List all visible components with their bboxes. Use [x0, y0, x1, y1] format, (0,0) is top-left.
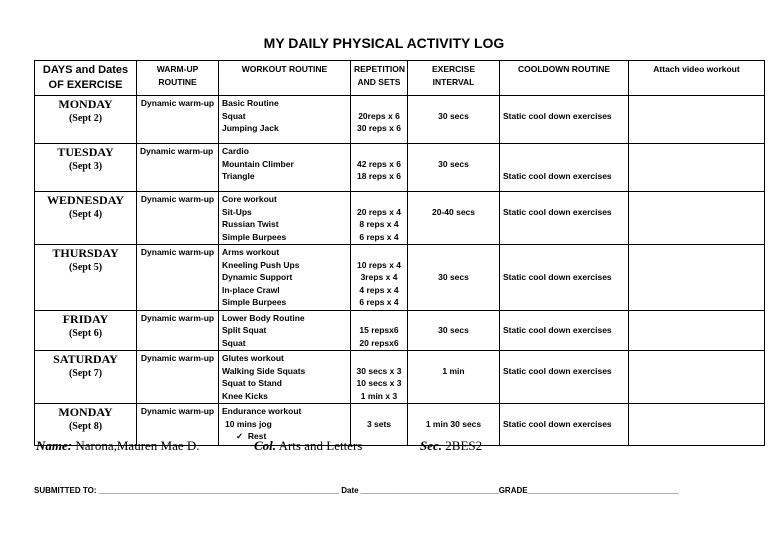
header-interval: EXERCISE INTERVAL	[408, 61, 500, 96]
day-name: FRIDAY	[62, 311, 109, 326]
cooldown-cell	[500, 404, 629, 446]
student-name	[36, 438, 200, 454]
workout-line: Kneeling Push Ups	[222, 259, 300, 270]
reps-cell	[351, 144, 408, 192]
video-cell[interactable]	[629, 404, 765, 446]
workout-line: Core workout	[222, 194, 277, 204]
student-college	[254, 438, 362, 454]
day-date: (Sept 7)	[68, 368, 103, 379]
header-warmup: WARM-UP ROUTINE	[137, 61, 219, 96]
day-date: (Sept 8)	[68, 421, 103, 432]
cooldown-value: Static cool down exercises	[503, 110, 612, 121]
day-cell	[35, 144, 137, 192]
day-cell	[35, 310, 137, 351]
reps-line: 6 reps x 4	[359, 231, 399, 242]
reps-cell	[351, 96, 408, 144]
video-cell[interactable]	[629, 144, 765, 192]
workout-line: Arms workout	[222, 247, 280, 257]
video-cell[interactable]	[629, 245, 765, 311]
cooldown-cell	[500, 310, 629, 351]
table-row	[35, 245, 765, 311]
day-name: SATURDAY	[53, 352, 118, 366]
day-cell	[35, 192, 137, 245]
reps-line: 20 reps x 4	[357, 206, 401, 217]
reps-line: 10 secs x 3	[356, 378, 402, 388]
cooldown-cell	[500, 245, 629, 311]
page-title: MY DAILY PHYSICAL ACTIVITY LOG	[263, 35, 505, 51]
section-label: Sec.	[420, 438, 443, 453]
workout-line: Cardio	[222, 146, 249, 156]
workout-line: Mountain Climber	[222, 158, 294, 169]
interval-value: 1 min 30 secs	[425, 418, 482, 429]
workout-line: Lower Body Routine	[222, 312, 305, 323]
interval-cell	[408, 144, 500, 192]
college-value: Arts and Letters	[278, 438, 363, 453]
cooldown-cell	[500, 96, 629, 144]
day-date: (Sept 3)	[68, 161, 103, 172]
reps-line: 15 repsx6	[359, 325, 399, 335]
checkmark-icon: ✓	[236, 431, 244, 441]
day-name: MONDAY	[58, 97, 113, 111]
video-cell[interactable]	[629, 310, 765, 351]
workout-line: Knee Kicks	[222, 390, 268, 401]
workout-line: Split Squat	[222, 325, 267, 335]
reps-line: 42 reps x 6	[357, 158, 401, 169]
reps-cell	[351, 351, 408, 404]
interval-value: 30 secs	[438, 158, 469, 169]
workout-line: 10 mins jog	[225, 418, 272, 429]
section-value: 2BES2	[445, 438, 483, 453]
workout-line: Jumping Jack	[222, 123, 279, 133]
header-video: Attach video workout	[629, 61, 765, 96]
cooldown-value: Static cool down exercises	[503, 365, 612, 376]
interval-value: 30 secs	[438, 325, 469, 335]
warmup-cell: Dynamic warm-up	[137, 351, 219, 404]
interval-cell	[408, 310, 500, 351]
reps-line: 6 reps x 4	[359, 297, 399, 307]
workout-line: Simple Burpees	[222, 231, 287, 242]
workout-cell	[219, 96, 351, 144]
workout-line: Simple Burpees	[222, 297, 287, 307]
cooldown-cell	[500, 351, 629, 404]
workout-line: Basic Routine	[222, 98, 279, 108]
interval-value: 30 secs	[438, 110, 469, 121]
submission-line: SUBMITTED TO: ______________________________________________________ Date _______________________________GRADE__________________________________	[34, 486, 679, 495]
header-reps: REPETITION AND SETS	[351, 61, 408, 96]
reps-line: 8 reps x 4	[359, 219, 399, 229]
video-cell[interactable]	[629, 192, 765, 245]
workout-line: Dynamic Support	[222, 272, 293, 282]
interval-cell	[408, 192, 500, 245]
workout-cell	[219, 192, 351, 245]
reps-line: 20 repsx6	[359, 337, 399, 348]
day-date: (Sept 6)	[68, 327, 103, 339]
student-section	[420, 438, 482, 454]
name-label: Name:	[36, 438, 73, 453]
workout-line: Walking Side Squats	[222, 365, 306, 376]
workout-cell	[219, 245, 351, 311]
reps-cell	[351, 310, 408, 351]
warmup-cell: Dynamic warm-up	[137, 96, 219, 144]
interval-cell	[408, 96, 500, 144]
day-cell	[35, 351, 137, 404]
cooldown-value: Static cool down exercises	[503, 418, 612, 429]
warmup-cell: Dynamic warm-up	[137, 310, 219, 351]
cooldown-value: Static cool down exercises	[503, 171, 612, 181]
interval-value: 20-40 secs	[431, 206, 475, 217]
interval-cell	[408, 351, 500, 404]
reps-line: 30 reps x 6	[357, 123, 401, 133]
day-name: TUESDAY	[57, 145, 114, 159]
day-name: THURSDAY	[52, 246, 119, 260]
interval-value: 1 min	[442, 365, 465, 376]
reps-line: 30 secs x 3	[356, 365, 402, 376]
video-cell[interactable]	[629, 96, 765, 144]
reps-cell	[351, 245, 408, 311]
workout-line: Glutes workout	[222, 353, 284, 363]
workout-line: Russian Twist	[222, 219, 279, 229]
warmup-cell: Dynamic warm-up	[137, 144, 219, 192]
interval-value: 30 secs	[438, 272, 469, 282]
header-cooldown: COOLDOWN ROUTINE	[500, 61, 629, 96]
warmup-cell: Dynamic warm-up	[137, 192, 219, 245]
cooldown-value: Static cool down exercises	[503, 206, 612, 217]
table-row	[35, 192, 765, 245]
activity-log-table	[34, 60, 765, 446]
workout-cell	[219, 144, 351, 192]
reps-cell	[351, 192, 408, 245]
day-cell	[35, 96, 137, 144]
reps-line: 20reps x 6	[358, 110, 400, 121]
cooldown-cell	[500, 192, 629, 245]
table-row	[35, 351, 765, 404]
table-row	[35, 96, 765, 144]
day-date: (Sept 5)	[68, 262, 103, 273]
workout-cell	[219, 351, 351, 404]
workout-line: In-place Crawl	[222, 284, 280, 295]
day-cell	[35, 245, 137, 311]
workout-line: Sit-Ups	[222, 206, 252, 217]
table-row	[35, 144, 765, 192]
workout-line: Triangle	[222, 171, 255, 181]
cooldown-value: Static cool down exercises	[503, 325, 612, 335]
video-cell[interactable]	[629, 351, 765, 404]
workout-line: Squat to Stand	[222, 378, 282, 388]
reps-line: 10 reps x 4	[357, 259, 401, 270]
name-value: Narona,Mauren Mae D.	[75, 438, 200, 453]
workout-line: Squat	[222, 337, 246, 348]
day-name: MONDAY	[58, 405, 113, 419]
warmup-cell: Dynamic warm-up	[137, 245, 219, 311]
header-workout: WORKOUT ROUTINE	[219, 61, 351, 96]
day-name: WEDNESDAY	[47, 193, 124, 207]
cooldown-cell	[500, 144, 629, 192]
interval-cell	[408, 245, 500, 311]
college-label: Col.	[254, 438, 277, 453]
reps-line: 3reps x 4	[360, 272, 398, 282]
workout-line: Rest	[247, 431, 267, 441]
workout-cell	[219, 310, 351, 351]
reps-line: 3 sets	[366, 418, 392, 429]
table-row	[35, 310, 765, 351]
reps-line: 1 min x 3	[360, 390, 398, 401]
workout-line: Endurance workout	[222, 406, 302, 416]
cooldown-value: Static cool down exercises	[503, 272, 612, 282]
warmup-cell: Dynamic warm-up	[137, 404, 219, 446]
reps-line: 4 reps x 4	[359, 284, 399, 295]
workout-line: Squat	[222, 110, 246, 121]
header-days: DAYS and Dates OF EXERCISE	[35, 61, 137, 96]
reps-line: 18 reps x 6	[357, 171, 401, 181]
day-date: (Sept 2)	[68, 113, 103, 124]
day-date: (Sept 4)	[68, 209, 103, 220]
